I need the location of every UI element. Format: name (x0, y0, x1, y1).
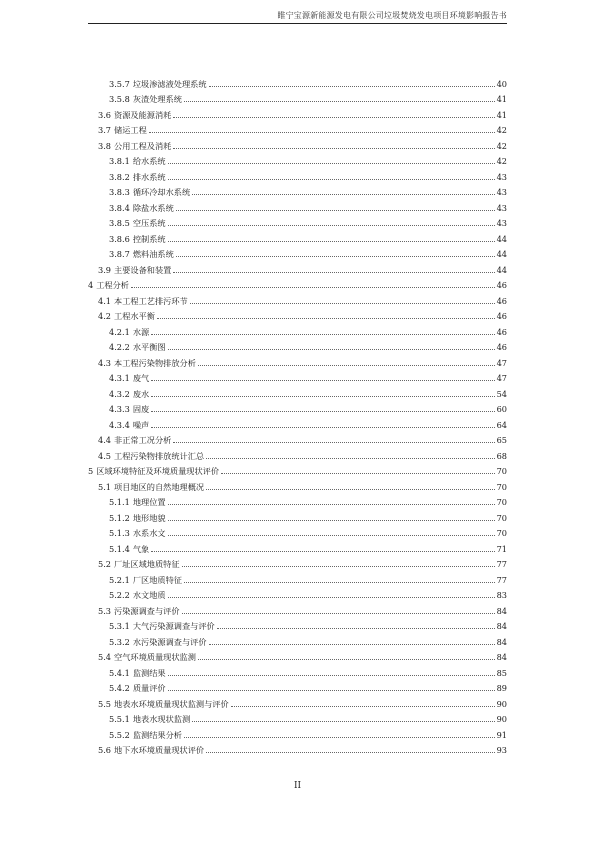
toc-entry-number: 5.5.1 (109, 714, 130, 724)
toc-entry-title: 水平衡图 (132, 342, 166, 352)
toc-entry[interactable] (88, 631, 507, 647)
toc-entry-number: 4.3.4 (109, 419, 130, 430)
toc-entry-page: 83 (496, 590, 507, 600)
toc-entry[interactable] (88, 600, 507, 616)
toc-dot-leader (151, 334, 494, 335)
toc-entry-title: 地表水环境质量现状监测与评价 (114, 698, 229, 709)
toc-entry-number: 4 (88, 280, 94, 290)
toc-entry-page: 90 (496, 714, 507, 724)
toc-dot-leader (168, 504, 495, 505)
toc-entry-title: 大气污染源调查与评价 (132, 621, 215, 631)
toc-dot-leader (168, 675, 495, 676)
toc-dot-leader (206, 458, 494, 459)
toc-entry-number: 5.6 (98, 745, 112, 755)
toc-entry-page: 90 (496, 698, 507, 709)
toc-dot-leader (198, 365, 495, 366)
toc-dot-leader (151, 411, 494, 412)
toc-entry-page: 46 (496, 342, 507, 352)
page-number: II (293, 781, 302, 791)
toc-entry[interactable] (88, 337, 507, 353)
toc-dot-leader (149, 132, 495, 133)
toc-entry-number: 3.7 (98, 125, 112, 135)
toc-entry-page: 42 (496, 156, 507, 166)
toc-entry[interactable] (88, 259, 507, 275)
toc-entry-title: 地下水环境质量现状评价 (114, 745, 205, 755)
toc-entry[interactable] (88, 538, 507, 554)
toc-entry-number: 5.3.1 (109, 621, 130, 631)
toc-entry-page: 43 (496, 187, 507, 197)
toc-entry-number: 3.5.8 (109, 94, 130, 104)
toc-dot-leader (206, 752, 494, 753)
toc-entry-title: 地理位置 (132, 497, 166, 507)
toc-entry[interactable] (88, 569, 507, 585)
toc-entry-page: 70 (496, 512, 507, 523)
toc-entry-page: 42 (496, 140, 507, 151)
toc-dot-leader (168, 597, 495, 598)
toc-dot-leader (168, 535, 495, 536)
toc-entry-page: 43 (496, 171, 507, 182)
toc-entry-page: 47 (496, 373, 507, 383)
toc-entry-page: 91 (496, 729, 507, 740)
toc-entry[interactable] (88, 244, 507, 260)
toc-entry[interactable] (88, 709, 507, 725)
toc-entry-title: 控制系统 (132, 233, 166, 244)
toc-dot-leader (209, 86, 495, 87)
toc-dot-leader (168, 520, 495, 521)
toc-entry[interactable] (88, 523, 507, 539)
toc-entry-number: 3.6 (98, 109, 112, 120)
toc-dot-leader (168, 241, 495, 242)
toc-entry-page: 60 (496, 404, 507, 414)
toc-dot-leader (221, 473, 495, 474)
toc-entry-title: 循环冷却水系统 (132, 187, 191, 197)
toc-dot-leader (151, 396, 494, 397)
toc-dot-leader (176, 210, 495, 211)
toc-entry-number: 4.3 (98, 357, 112, 368)
toc-entry-title: 空压系统 (132, 218, 166, 228)
toc-entry-page: 70 (496, 481, 507, 492)
toc-entry[interactable] (88, 383, 507, 399)
toc-entry-title: 监测结果分析 (132, 729, 182, 740)
toc-entry-page: 89 (496, 683, 507, 693)
toc-entry-number: 5.3 (98, 605, 112, 616)
toc-entry-number: 5 (88, 466, 94, 476)
toc-entry-page: 70 (496, 497, 507, 507)
toc-entry-number: 3.8 (98, 140, 112, 151)
toc-entry-title: 本工程工艺排污环节 (114, 295, 188, 306)
toc-entry-page: 47 (496, 357, 507, 368)
toc-entry[interactable] (88, 445, 507, 461)
toc-entry-title: 工程污染物排放统计汇总 (114, 450, 205, 461)
header-rule (88, 23, 507, 24)
toc-entry-title: 非正常工况分析 (114, 435, 172, 445)
toc-dot-leader (184, 582, 495, 583)
toc-entry[interactable] (88, 104, 507, 120)
toc-entry-number: 3.8.4 (109, 202, 130, 213)
toc-entry-page: 85 (496, 667, 507, 678)
toc-entry-title: 项目地区的自然地理概况 (114, 481, 205, 492)
toc-entry-number: 3.8.6 (109, 233, 130, 244)
toc-dot-leader (217, 628, 495, 629)
toc-entry[interactable] (88, 461, 507, 477)
toc-entry[interactable] (88, 290, 507, 306)
toc-entry[interactable] (88, 476, 507, 492)
toc-entry-number: 5.4.2 (109, 683, 130, 693)
toc-entry-page: 43 (496, 218, 507, 228)
toc-dot-leader (184, 101, 495, 102)
toc-dot-leader (192, 721, 494, 722)
toc-entry[interactable] (88, 492, 507, 508)
toc-dot-leader (184, 737, 495, 738)
toc-entry-title: 监测结果 (132, 667, 166, 678)
toc-entry-page: 64 (496, 419, 507, 430)
toc-entry-title: 资源及能源消耗 (114, 109, 172, 120)
toc-dot-leader (173, 117, 494, 118)
toc-entry[interactable] (88, 213, 507, 229)
toc-entry-number: 4.3.1 (109, 373, 130, 383)
toc-dot-leader (168, 349, 495, 350)
page-header: 睢宁宝源新能源发电有限公司垃圾焚烧发电项目环境影响报告书 (277, 11, 507, 20)
toc-dot-leader (190, 303, 495, 304)
toc-dot-leader (151, 427, 494, 428)
toc-entry-page: 93 (496, 745, 507, 755)
toc-entry[interactable] (88, 275, 507, 291)
toc-entry-page: 42 (496, 125, 507, 135)
toc-entry-number: 4.1 (98, 295, 112, 306)
toc-entry-number: 5.1.1 (109, 497, 130, 507)
toc-entry-page: 41 (496, 109, 507, 120)
toc-entry-page: 84 (496, 621, 507, 631)
toc-entry-title: 主要设备和装置 (114, 264, 172, 275)
toc-entry[interactable] (88, 352, 507, 368)
toc-entry-title: 排水系统 (132, 171, 166, 182)
toc-entry[interactable] (88, 430, 507, 446)
toc-entry[interactable] (88, 507, 507, 523)
toc-entry-number: 5.5.2 (109, 729, 130, 740)
toc-dot-leader (206, 489, 494, 490)
toc-entry-number: 5.3.2 (109, 636, 130, 647)
toc-entry[interactable] (88, 399, 507, 415)
toc-entry-page: 70 (496, 528, 507, 538)
toc-entry-number: 3.8.5 (109, 218, 130, 228)
toc-entry-title: 气象 (132, 543, 150, 554)
toc-entry-number: 4.2.2 (109, 342, 130, 352)
toc-dot-leader (173, 148, 494, 149)
toc-dot-leader (151, 551, 494, 552)
toc-entry-page: 46 (496, 295, 507, 306)
toc-entry[interactable] (88, 135, 507, 151)
toc-entry[interactable] (88, 724, 507, 740)
toc-entry-number: 3.9 (98, 264, 112, 275)
toc-entry-number: 5.1.4 (109, 543, 130, 554)
toc-entry-title: 废水 (132, 388, 150, 399)
toc-entry-number: 3.8.1 (109, 156, 130, 166)
toc-entry[interactable] (88, 182, 507, 198)
toc-entry[interactable] (88, 151, 507, 167)
toc-entry-number: 4.2.1 (109, 326, 130, 337)
toc-entry-title: 空气环境质量现状监测 (114, 652, 196, 662)
toc-entry[interactable] (88, 197, 507, 213)
toc-entry-number: 4.3.3 (109, 404, 130, 414)
toc-entry-title: 燃料油系统 (132, 249, 174, 259)
toc-entry-title: 污染源调查与评价 (114, 605, 180, 616)
toc-dot-leader (231, 706, 495, 707)
toc-entry-title: 废气 (132, 373, 150, 383)
toc-entry-page: 77 (496, 559, 507, 569)
toc-entry-title: 区域环境特征及环境质量现状评价 (96, 466, 220, 476)
toc-entry-title: 固废 (132, 404, 150, 414)
toc-entry-number: 5.1.3 (109, 528, 130, 538)
toc-dot-leader (151, 380, 494, 381)
toc-entry-title: 储运工程 (114, 125, 147, 135)
toc-entry[interactable] (88, 585, 507, 601)
toc-entry-number: 5.4.1 (109, 667, 130, 678)
toc-entry-number: 5.2 (98, 559, 112, 569)
toc-entry-page: 84 (496, 652, 507, 662)
toc-entry[interactable] (88, 554, 507, 570)
toc-entry-number: 5.2.2 (109, 590, 130, 600)
toc-entry-number: 3.8.3 (109, 187, 130, 197)
toc-entry[interactable] (88, 306, 507, 322)
toc-dot-leader (157, 318, 495, 319)
toc-entry-title: 本工程污染物排放分析 (114, 357, 196, 368)
toc-entry-title: 噪声 (132, 419, 150, 430)
toc-entry-page: 44 (496, 233, 507, 244)
toc-entry-page: 41 (496, 94, 507, 104)
toc-dot-leader (168, 225, 495, 226)
toc-dot-leader (192, 194, 494, 195)
toc-entry-page: 68 (496, 450, 507, 461)
toc-entry-number: 5.4 (98, 652, 112, 662)
toc-entry[interactable] (88, 693, 507, 709)
toc-entry-title: 工程分析 (96, 280, 129, 290)
toc-dot-leader (198, 659, 495, 660)
toc-entry-number: 3.8.2 (109, 171, 130, 182)
toc-entry-title: 水文地质 (132, 590, 166, 600)
toc-entry-title: 垃圾渗滤液处理系统 (132, 78, 207, 89)
toc-entry[interactable] (88, 228, 507, 244)
toc-dot-leader (176, 256, 495, 257)
toc-entry-title: 水系水文 (132, 528, 166, 538)
toc-entry-title: 地表水现状监测 (132, 714, 191, 724)
toc-entry-title: 厂址区域地质特征 (114, 559, 180, 569)
toc-entry-title: 厂区地质特征 (132, 574, 182, 585)
toc-entry-page: 46 (496, 280, 507, 290)
toc-entry-number: 4.4 (98, 435, 112, 445)
toc-entry-title: 水源 (132, 326, 150, 337)
toc-dot-leader (131, 287, 495, 288)
toc-entry-number: 4.3.2 (109, 388, 130, 399)
toc-entry-title: 给水系统 (132, 156, 166, 166)
toc-entry-page: 84 (496, 605, 507, 616)
toc-dot-leader (168, 690, 495, 691)
toc-dot-leader (182, 613, 495, 614)
toc-entry-number: 3.5.7 (109, 78, 130, 89)
toc-dot-leader (209, 644, 495, 645)
toc-entry-number: 3.8.7 (109, 249, 130, 259)
toc-dot-leader (168, 163, 495, 164)
toc-dot-leader (173, 272, 494, 273)
toc-entry-title: 除盐水系统 (132, 202, 174, 213)
toc-entry-title: 水污染源调查与评价 (132, 636, 207, 647)
toc-entry-page: 71 (496, 543, 507, 554)
toc-entry[interactable] (88, 89, 507, 105)
toc-entry[interactable] (88, 321, 507, 337)
toc-entry-page: 54 (496, 388, 507, 399)
toc-entry-page: 65 (496, 435, 507, 445)
toc-entry[interactable] (88, 120, 507, 136)
toc-entry-number: 4.2 (98, 311, 112, 321)
toc-entry-page: 44 (496, 264, 507, 275)
toc-entry-title: 地形地貌 (132, 512, 166, 523)
toc-entry-number: 4.5 (98, 450, 112, 461)
toc-entry[interactable] (88, 647, 507, 663)
toc-entry[interactable] (88, 166, 507, 182)
toc-entry[interactable] (88, 678, 507, 694)
toc-entry-title: 质量评价 (132, 683, 166, 693)
toc-entry[interactable] (88, 740, 507, 756)
toc-entry-number: 5.1 (98, 481, 112, 492)
toc-dot-leader (173, 442, 494, 443)
toc-entry-page: 46 (496, 326, 507, 337)
toc-entry-page: 70 (496, 466, 507, 476)
toc-entry[interactable] (88, 368, 507, 384)
toc-entry-number: 5.5 (98, 698, 112, 709)
toc-entry-page: 46 (496, 311, 507, 321)
toc-dot-leader (168, 179, 495, 180)
toc-entry-page: 43 (496, 202, 507, 213)
toc-entry-number: 5.1.2 (109, 512, 130, 523)
toc-entry-page: 40 (496, 78, 507, 89)
toc-entry-page: 44 (496, 249, 507, 259)
toc-entry-page: 84 (496, 636, 507, 647)
toc-entry-title: 灰渣处理系统 (132, 94, 182, 104)
toc-dot-leader (182, 566, 495, 567)
toc-entry-title: 公用工程及消耗 (114, 140, 172, 151)
toc-entry[interactable] (88, 414, 507, 430)
toc-entry[interactable] (88, 662, 507, 678)
table-of-contents (88, 73, 507, 755)
toc-entry[interactable] (88, 73, 507, 89)
toc-entry-number: 5.2.1 (109, 574, 130, 585)
toc-entry-title: 工程水平衡 (114, 311, 155, 321)
toc-entry[interactable] (88, 616, 507, 632)
toc-entry-page: 77 (496, 574, 507, 585)
